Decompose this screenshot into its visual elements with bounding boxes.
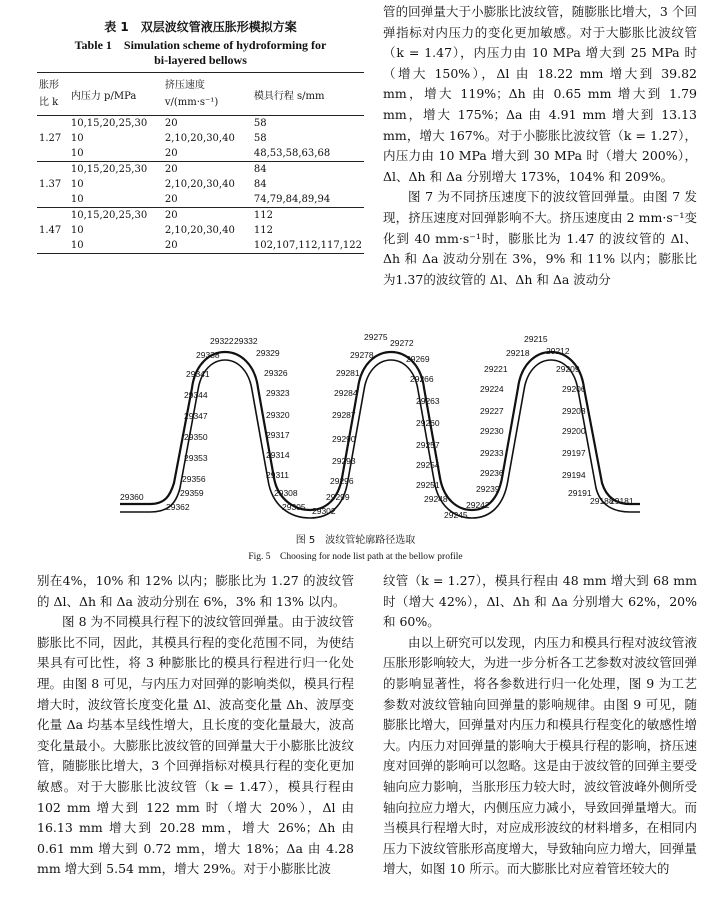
node-label: 29209 <box>556 364 580 374</box>
table-cell: 20 <box>164 118 178 129</box>
table-cell: 112 <box>253 210 273 221</box>
table-row <box>37 146 364 162</box>
node-label: 29290 <box>332 434 356 444</box>
node-label: 29188 <box>590 496 614 506</box>
node-label: 29269 <box>406 354 430 364</box>
table-row <box>37 116 364 132</box>
table-row <box>37 162 364 178</box>
header-speed: 挤压速度 v/(mm·s⁻¹) <box>163 73 252 116</box>
node-label: 29314 <box>266 450 290 460</box>
table-cell: 20 <box>163 192 252 208</box>
table-row <box>37 223 364 238</box>
node-label: 29344 <box>184 390 208 400</box>
table-cell: 2,10,20,30,40 <box>164 225 235 236</box>
table-title-en-line2: bi-layered bellows <box>154 53 247 67</box>
node-label: 29248 <box>424 494 448 504</box>
table-cell: 10,15,20,25,30 <box>70 164 148 175</box>
node-label: 29257 <box>416 440 440 450</box>
node-label: 29347 <box>184 411 208 421</box>
node-label: 29326 <box>264 368 288 378</box>
node-label: 29359 <box>180 488 204 498</box>
node-label: 29239 <box>476 484 500 494</box>
table-row <box>37 177 364 192</box>
node-label: 29203 <box>562 406 586 416</box>
table-cell: 58 <box>253 118 267 129</box>
node-label: 29272 <box>390 338 414 348</box>
paragraph: 纹管（k = 1.27），模具行程由 48 mm 增大到 68 mm 时（增大 42%），Δl、Δh 和 Δa 分别增大 62%，20% 和 60%。 <box>383 573 697 630</box>
node-label: 29206 <box>562 384 586 394</box>
table-cell: 10 <box>70 225 84 236</box>
table-cell: 2,10,20,30,40 <box>164 133 235 144</box>
table-cell: 84 <box>253 179 267 190</box>
node-label: 29200 <box>562 426 586 436</box>
paragraph: 管的回弹量大于小膨胀比波纹管，随膨胀比增大，3 个回弹指标对内压力的变化更加敏感。对于大膨胀比波纹管（k = 1.47），内压力由 10 MPa 增大到 25 MPa 时（增大 150%），Δl 由 18.22 mm 增大到 39.82 mm，增大 119%；Δh 由 0.65 mm 增大到 1.79 mm，增大 175%；Δa 由 4.91 mm 增大到 13.13 mm，增大 167%。对于小膨胀比波纹管（k = 1.27），内压力由 10 MPa 增大到 30 MPa 时（增大 200%），Δl、Δh 和 Δa 分别增大 173%，104% 和 209%。 <box>383 4 697 184</box>
simulation-scheme-table <box>37 72 364 254</box>
table-cell: 20 <box>163 238 252 254</box>
table-cell: 10,15,20,25,30 <box>70 118 148 129</box>
right-bottom-text <box>383 571 697 880</box>
node-label: 29329 <box>256 348 280 358</box>
table-cell: 10 <box>69 192 163 208</box>
paragraph: 图 7 为不同挤压速度下的波纹管回弹量。由图 7 发现，挤压速度对回弹影响不大。挤压速度由 2 mm·s⁻¹变化到 40 mm·s⁻¹时，膨胀比为 1.47 的波纹管的 Δl、Δh 和 Δa 波动分别在 3%，9% 和 11% 以内；膨胀比为1.37的波纹管的 Δl、Δh 和 Δa 波动分 <box>383 189 697 287</box>
table-header-row <box>37 73 364 116</box>
node-label: 29215 <box>524 334 548 344</box>
node-label: 29260 <box>416 418 440 428</box>
header-stroke: 模具行程 s/mm <box>252 73 364 116</box>
node-label: 29191 <box>568 488 592 498</box>
table-title-zh: 表 1 双层波纹管液压胀形模拟方案 <box>104 20 297 34</box>
node-label: 29224 <box>480 384 504 394</box>
node-label: 29218 <box>506 348 530 358</box>
figure-caption-en: Fig. 5 Choosing for node list path at the bellow profile <box>248 552 463 562</box>
node-label: 29236 <box>480 468 504 478</box>
node-label: 29296 <box>330 476 354 486</box>
table-cell: 20 <box>164 210 178 221</box>
table-cell: 10 <box>69 238 163 254</box>
node-label: 29251 <box>416 480 440 490</box>
node-label: 29320 <box>266 410 290 420</box>
node-label: 29278 <box>350 350 374 360</box>
node-label: 29275 <box>364 332 388 342</box>
node-label: 29227 <box>480 406 504 416</box>
figure-caption-zh: 图 5 波纹管轮廓路径选取 <box>295 535 416 546</box>
node-label: 29299 <box>326 492 350 502</box>
node-label: 29245 <box>444 510 468 520</box>
table-cell: 84 <box>253 164 267 175</box>
paragraph: 图 8 为不同模具行程下的波纹管回弹量。由于波纹管膨胀比不同，因此，其模具行程的变化范围不同，为使结果具有可比性，将 3 种膨胀比的模具行程进行归一化处理。由图 8 可见，与内压力对回弹的影响类似，模具行程增大时，波纹管长度变化量 Δl、波高变化量 Δh、波厚变化量 Δa 均基本呈线性增大，且长度的变化量最大，波高变化量最小。大膨胀比波纹管的回弹量大于小膨胀比波纹管，随膨胀比增大，3 个回弹指标对模具行程的变化更加敏感。对于大膨胀比波纹管（k = 1.47），模具行程由 102 mm 增大到 122 mm 时（增大 20%），Δl 由 16.13 mm 增大到 20.28 mm，增大 26%；Δh 由 0.61 mm 增大到 0.72 mm，增大 18%；Δa 由 4.28 mm 增大到 5.54 mm，增大 29%。对于小膨胀比波 <box>37 614 354 877</box>
k-value: 1.27 <box>37 116 69 162</box>
node-label: 29197 <box>562 448 586 458</box>
table-title-en-line1: Table 1 Simulation scheme of hydroforming for <box>74 38 327 52</box>
paragraph: 别在4%，10% 和 12% 以内；膨胀比为 1.27 的波纹管的 Δl、Δh 和 Δa 波动分别在 6%，3% 和 13% 以内。 <box>37 573 354 609</box>
node-label: 29322 <box>210 336 234 346</box>
k-value: 1.37 <box>37 162 69 208</box>
node-label: 29341 <box>186 369 210 379</box>
k-value: 1.47 <box>37 208 69 254</box>
node-label: 29360 <box>120 492 144 502</box>
node-label: 29332 <box>234 336 258 346</box>
node-label: 29284 <box>334 388 358 398</box>
node-label: 29181 <box>610 496 634 506</box>
node-label: 29293 <box>332 456 356 466</box>
node-label: 29302 <box>312 506 336 516</box>
bellow-profile-figure <box>110 328 650 528</box>
header-k: 胀形比 k <box>37 73 69 116</box>
node-label: 29233 <box>480 448 504 458</box>
node-label: 29356 <box>182 474 206 484</box>
table-cell: 58 <box>253 133 267 144</box>
node-label: 29281 <box>336 368 360 378</box>
table-row <box>37 208 364 224</box>
table-cell: 112 <box>253 225 273 236</box>
node-label: 29308 <box>274 488 298 498</box>
table-cell: 10,15,20,25,30 <box>70 210 148 221</box>
node-label: 29230 <box>480 426 504 436</box>
node-label: 29194 <box>562 470 586 480</box>
node-label: 29242 <box>466 500 490 510</box>
table-cell: 102,107,112,117,122 <box>252 238 364 254</box>
node-label: 29221 <box>484 364 508 374</box>
node-label: 29212 <box>546 346 570 356</box>
table-cell: 20 <box>163 146 252 162</box>
node-label: 29338 <box>196 350 220 360</box>
paragraph: 由以上研究可以发现，内压力和模具行程对波纹管液压胀形影响较大，为进一步分析各工艺参数对波纹管回弹的影响显著性，将各参数进行归一化处理，图 9 为工艺参数对波纹管轴向回弹量的影响规律。由图 9 可见，随膨胀比增大，回弹量对内压力和模具行程变化的敏感性增大。内压力对回弹量的影响大于模具行程的影响，挤压速度对回弹的影响可以忽略。这是由于波纹管的回弹主要受轴向应力影响，当胀形压力较大时，波纹管波峰外侧所受轴向拉应力增大，内侧压应力减小，导致回弹量增大。而当模具行程增大时，对应成形波纹的材料增多，在相同内压力下波纹管胀形高度增大，导致轴向应力增大，回弹量增大，如图 10 所示。而大膨胀比对应着管坯较大的 <box>383 634 697 877</box>
left-bottom-text <box>37 571 354 880</box>
node-label: 29317 <box>266 430 290 440</box>
node-label: 29350 <box>184 432 208 442</box>
table-cell: 20 <box>164 164 178 175</box>
table-cell: 10 <box>70 133 84 144</box>
node-label: 29323 <box>266 388 290 398</box>
table-row <box>37 238 364 254</box>
table-cell: 74,79,84,89,94 <box>252 192 364 208</box>
node-label: 29263 <box>416 396 440 406</box>
header-pressure: 内压力 p/MPa <box>69 73 163 116</box>
table-row <box>37 131 364 146</box>
table-cell: 10 <box>70 179 84 190</box>
node-label: 29254 <box>416 460 440 470</box>
table-cell: 48,53,58,63,68 <box>252 146 364 162</box>
node-label: 29287 <box>332 410 356 420</box>
node-label: 29353 <box>184 453 208 463</box>
node-label: 29266 <box>410 374 434 384</box>
node-label: 29305 <box>282 502 306 512</box>
node-label: 29362 <box>166 502 190 512</box>
table-cell: 2,10,20,30,40 <box>164 179 235 190</box>
node-label: 29311 <box>266 470 290 480</box>
table-cell: 10 <box>69 146 163 162</box>
table-row <box>37 192 364 208</box>
right-top-text <box>383 2 697 290</box>
